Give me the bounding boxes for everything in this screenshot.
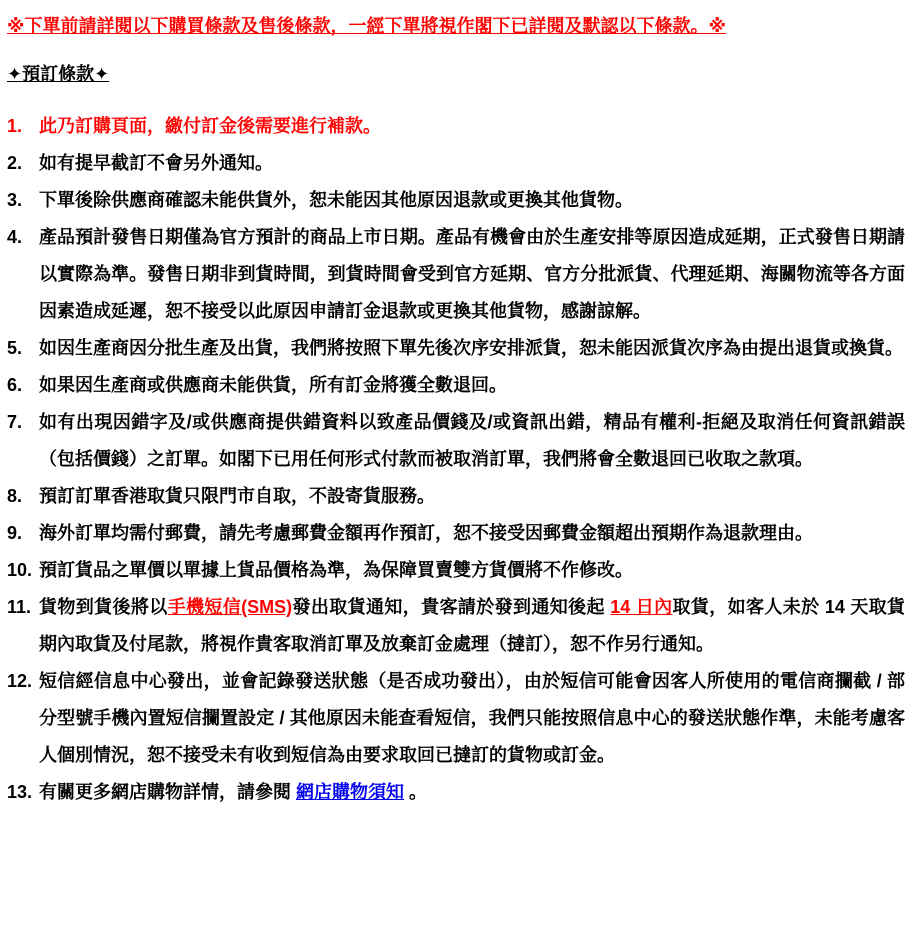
term-item xyxy=(7,108,905,145)
term-text xyxy=(39,589,905,663)
shop-guide-link[interactable]: 網店購物須知 xyxy=(296,782,404,802)
term-text-segment: 。 xyxy=(404,782,428,802)
term-text xyxy=(39,108,905,145)
document-title: ※下單前請詳閱以下購買條款及售後條款，一經下單將視作閣下已詳閱及默認以下條款。※ xyxy=(7,16,726,36)
term-number: 10. xyxy=(7,560,33,580)
term-number: 13. xyxy=(7,782,33,802)
term-text xyxy=(39,552,905,589)
term-item xyxy=(7,367,905,404)
term-text-segment: 預訂貨品之單價以單據上貨品價格為準，為保障買賣雙方貨價將不作修改。 xyxy=(39,560,633,580)
term-number: 2. xyxy=(7,153,23,173)
term-text xyxy=(39,515,905,552)
term-text-segment: 產品預計發售日期僅為官方預計的商品上市日期。產品有機會由於生產安排等原因造成延期，正式發售日期請以實際為準。發售日期非到貨時間，到貨時間會受到官方延期、官方分批派貨、代理延期、海關物流等各方面因素造成延遲，恕不接受以此原因申請訂金退款或更換其他貨物，感謝諒解。 xyxy=(39,227,905,321)
term-number: 7. xyxy=(7,412,23,432)
term-text-segment: 短信經信息中心發出，並會記錄發送狀態（是否成功發出），由於短信可能會因客人所使用的電信商攔截 / 部分型號手機內置短信攔置設定 / 其他原因未能查看短信，我們只能按照信息中心的發送狀態作準，未能考慮客人個別情況，恕不接受未有收到短信為由要求取回已撻訂的貨物或訂金。 xyxy=(39,671,905,765)
term-item xyxy=(7,330,905,367)
term-text xyxy=(39,330,905,367)
term-item xyxy=(7,219,905,330)
sms-notice-emphasis: 手機短信(SMS) xyxy=(167,597,293,617)
term-item xyxy=(7,404,905,478)
term-text xyxy=(39,404,905,478)
term-text-segment: 發出取貨通知，貴客請於發到通知後起 xyxy=(292,597,611,617)
term-text-segment: 如有出現因錯字及/或供應商提供錯資料以致產品價錢及/或資訊出錯，精品有權利-拒絕及取消任何資訊錯誤（包括價錢）之訂單。如閣下已用任何形式付款而被取消訂單，我們將會全數退回已收取之款項。 xyxy=(39,412,905,469)
term-item xyxy=(7,182,905,219)
term-item xyxy=(7,552,905,589)
term-item xyxy=(7,478,905,515)
term-text-segment: 此乃訂購頁面，繳付訂金後需要進行補款。 xyxy=(39,116,381,136)
term-text-segment: 如有提早截訂不會另外通知。 xyxy=(39,153,273,173)
term-text-segment: 取貨，如客人未於 14 天取貨期內取貨及付尾款，將視作貴客取消訂單及放棄訂金處理（撻訂），恕不作另行通知。 xyxy=(39,597,905,654)
term-text xyxy=(39,145,905,182)
term-text-segment: 有關更多網店購物詳情，請參閱 xyxy=(39,782,296,802)
term-number: 5. xyxy=(7,338,23,358)
term-text-segment: 貨物到貨後將以 xyxy=(39,597,168,617)
term-number: 11. xyxy=(7,597,32,617)
term-number: 1. xyxy=(7,116,23,136)
term-text xyxy=(39,219,905,330)
term-item xyxy=(7,774,905,811)
term-item xyxy=(7,589,905,663)
term-item xyxy=(7,145,905,182)
terms-list xyxy=(7,108,905,811)
term-number: 3. xyxy=(7,190,23,210)
term-text xyxy=(39,663,905,774)
term-text-segment: 如果因生產商或供應商未能供貨，所有訂金將獲全數退回。 xyxy=(39,375,507,395)
term-item xyxy=(7,663,905,774)
term-text-segment: 如因生產商因分批生產及出貨，我們將按照下單先後次序安排派貨，恕未能因派貨次序為由提出退貨或換貨。 xyxy=(39,338,903,358)
term-number: 12. xyxy=(7,671,33,691)
pickup-deadline-emphasis: 14 日內 xyxy=(610,597,673,617)
term-text-segment: 預訂訂單香港取貨只限門市自取，不設寄貨服務。 xyxy=(39,486,435,506)
term-text-segment: 海外訂單均需付郵費，請先考慮郵費金額再作預訂，恕不接受因郵費金額超出預期作為退款理由。 xyxy=(39,523,813,543)
term-text xyxy=(39,367,905,404)
term-number: 6. xyxy=(7,375,23,395)
term-number: 8. xyxy=(7,486,23,506)
term-text xyxy=(39,478,905,515)
term-number: 4. xyxy=(7,227,23,247)
term-text xyxy=(39,774,905,811)
term-text xyxy=(39,182,905,219)
term-item xyxy=(7,515,905,552)
term-number: 9. xyxy=(7,523,23,543)
term-text-segment: 下單後除供應商確認未能供貨外，恕未能因其他原因退款或更換其他貨物。 xyxy=(39,190,633,210)
section-title-preorder-terms: ✦預訂條款✦ xyxy=(7,64,110,84)
